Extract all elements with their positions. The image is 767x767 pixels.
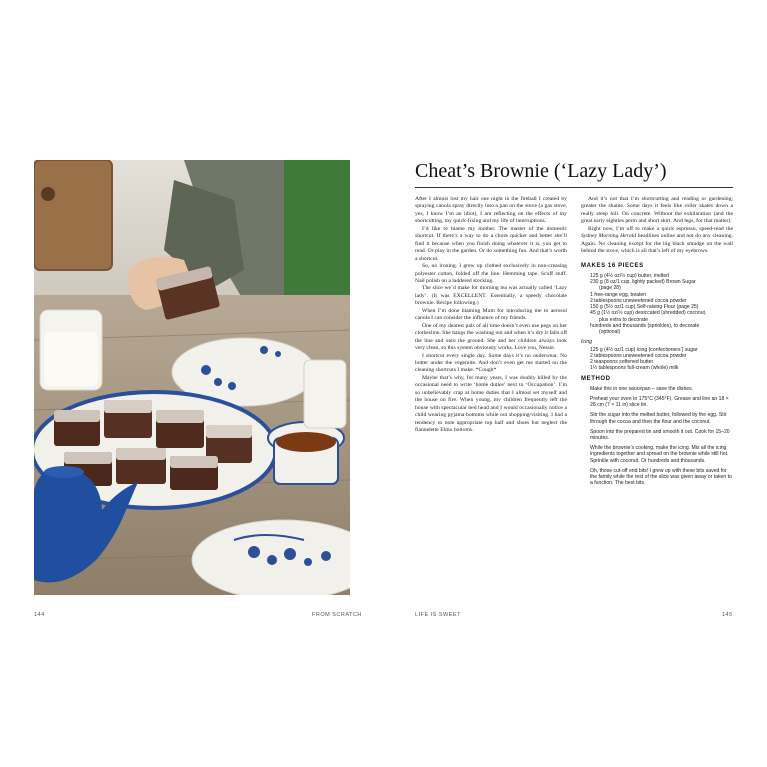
brownie-photo <box>34 160 350 595</box>
ingredient-line: 150 g (5½ oz/1 cup) Self-raising Flour (page 25) <box>590 304 699 311</box>
method-step: Oh, those cut-off end bits! I grew up with these bits saved for the family while the rest of the slice was given away or taken to a function. The best bits. <box>590 467 732 487</box>
story-paragraph: After I almost lost my hair one night in the fireball I created by spraying canola spray directly into a pan on the stove (a gas stove, yes, I know I’m an idiot), I am reflecting on the effects of my shortcutting, my quick-fixing and my life of interruptions. <box>415 196 567 225</box>
ingredient-line: 230 g (8 oz/1 cup, lightly packed) Brown Sugar <box>590 279 696 286</box>
ingredient-line: (page 28) <box>599 285 621 292</box>
yield-heading: MAKES 16 PIECES <box>581 262 644 269</box>
ingredient-line: hundreds and thousands (sprinkles), to decorate <box>590 322 700 329</box>
ingredient-line: 2 tablespoons unsweetened cocoa powder <box>590 297 687 304</box>
story-paragraph: Maybe that’s why, for many years, I was doubly killed by the occasional need to write ‘home duties’ next to ‘Occupation’. I’m so unbelievably crap at home duties that I almost set myself and the house on fire. When young, my children frequently left the house with spectacular bed head and I would occasionally notice a child wearing pyjama bottoms while out shopping/visiting. I had a tendency to note appropriate top half and shoes but neglect the flannelette Elmo bottoms. <box>415 374 567 434</box>
icing-ingredient-line: 2 teaspoons softened butter <box>590 358 654 365</box>
recipe-title: Cheat’s Brownie (‘Lazy Lady’) <box>415 160 667 182</box>
story-paragraph: The slice we’d make for morning tea was actually called ‘Lazy lady’. (It was EXCELLENT. Essentially, a speedy chocolate brownie. Recipe following.) <box>415 285 567 307</box>
right-page-number: 145 <box>722 612 733 618</box>
story-paragraph: I’d like to blame my mother. The master of the domestic shortcut. If there’s a way to do a chore quicker and better she’ll find it because when you finish doing whatever it is, you get to read. Or play in the garden. Or do something fun. And that’s worth a shortcut. <box>415 225 567 262</box>
story-paragraph: One of my dearest pals of all time doesn’t even use pegs on her clothesline. She hangs the washing out and when it’s dry it falls off the line and onto the ground. She and her children always look very clean, so this system obviously works. Love you, Nessie. <box>415 322 567 352</box>
ingredient-line: plus extra to decorate <box>599 316 648 323</box>
method-step: Stir the sugar into the melted butter, followed by the egg. Stir through the cocoa and then the flour and the coconut. <box>590 412 727 425</box>
method-heading: METHOD <box>581 376 611 383</box>
right-running-head: LIFE IS SWEET <box>415 612 461 618</box>
left-page-number: 144 <box>34 612 45 618</box>
story-paragraph: When I’m done blaming Mum for introducing me to aerosol canola I can consider the influence of my friends. <box>415 307 567 322</box>
icing-subheading: Icing <box>581 339 592 346</box>
left-running-head: FROM SCRATCH <box>312 612 362 618</box>
ingredient-line: 1 free-range egg, beaten <box>590 291 647 298</box>
title-rule <box>415 187 733 188</box>
story-paragraph: I shortcut every single day. Some days it’s no underwear. No butter under the vegemite. And don’t even get me started on the cleaning shortcuts I make. *Cough* <box>415 352 567 374</box>
ingredient-line: 45 g (1½ oz/½ cup) desiccated (shredded) coconut, <box>590 310 707 317</box>
brownie-photo-illustration <box>34 160 350 595</box>
story-paragraph: So, no ironing. I grew up clothed exclusively in non-creasing polyester cotton, folded off the line. Hemming tape. Scuff stuff. Nail polish on a laddered stocking. <box>415 263 567 284</box>
ingredient-line: 125 g (4½ oz/½ cup) butter, melted <box>590 273 670 280</box>
story-column-left <box>415 196 567 435</box>
story-paragraph: And it’s not that I’m shortcutting and reading or gardening; greater the shame. Some days it feels like roller skates down a really steep hill. On concrete. Without the exhilaration (and the great early eighties perm and short skirt. And legs, for that matter). <box>581 196 733 225</box>
recipe-column-right <box>581 196 733 490</box>
icing-ingredient-line: 1½ tablespoons full-cream (whole) milk <box>590 365 679 372</box>
method-step: While the brownie’s cooking, make the icing. Mix all the icing ingredients together and spread on the brownie while still hot. Sprinkle with coconut. Or hundreds and thousands. <box>590 445 729 464</box>
story-paragraph: Right now, I’m off to make a quick espresso, speed-read the Sydney Morning Herald headlines online and not do any cleaning. Again. No cleaning except for the big black smudge on the wall behind the stove, which is all that’s left of my eyebrows. <box>581 225 733 255</box>
method-step: Spoon into the prepared tin and smooth it out. Cook for 15–20 minutes. <box>590 428 730 442</box>
method-step: Preheat your oven to 175°C (345°F). Grease and line an 18 × 28 cm (7 × 11 in) slice tin. <box>590 396 729 409</box>
icing-ingredient-line: 125 g (4½ oz/1 cup) icing (confectioners’) sugar <box>590 346 698 353</box>
method-step: Make this in one saucepan – save the dishes. <box>590 385 694 392</box>
icing-ingredient-line: 2 tablespoons unsweetened cocoa powder <box>590 352 687 359</box>
newspaper-name: Sydney Morning Herald <box>581 233 637 240</box>
ingredient-line: (optional) <box>599 328 621 335</box>
